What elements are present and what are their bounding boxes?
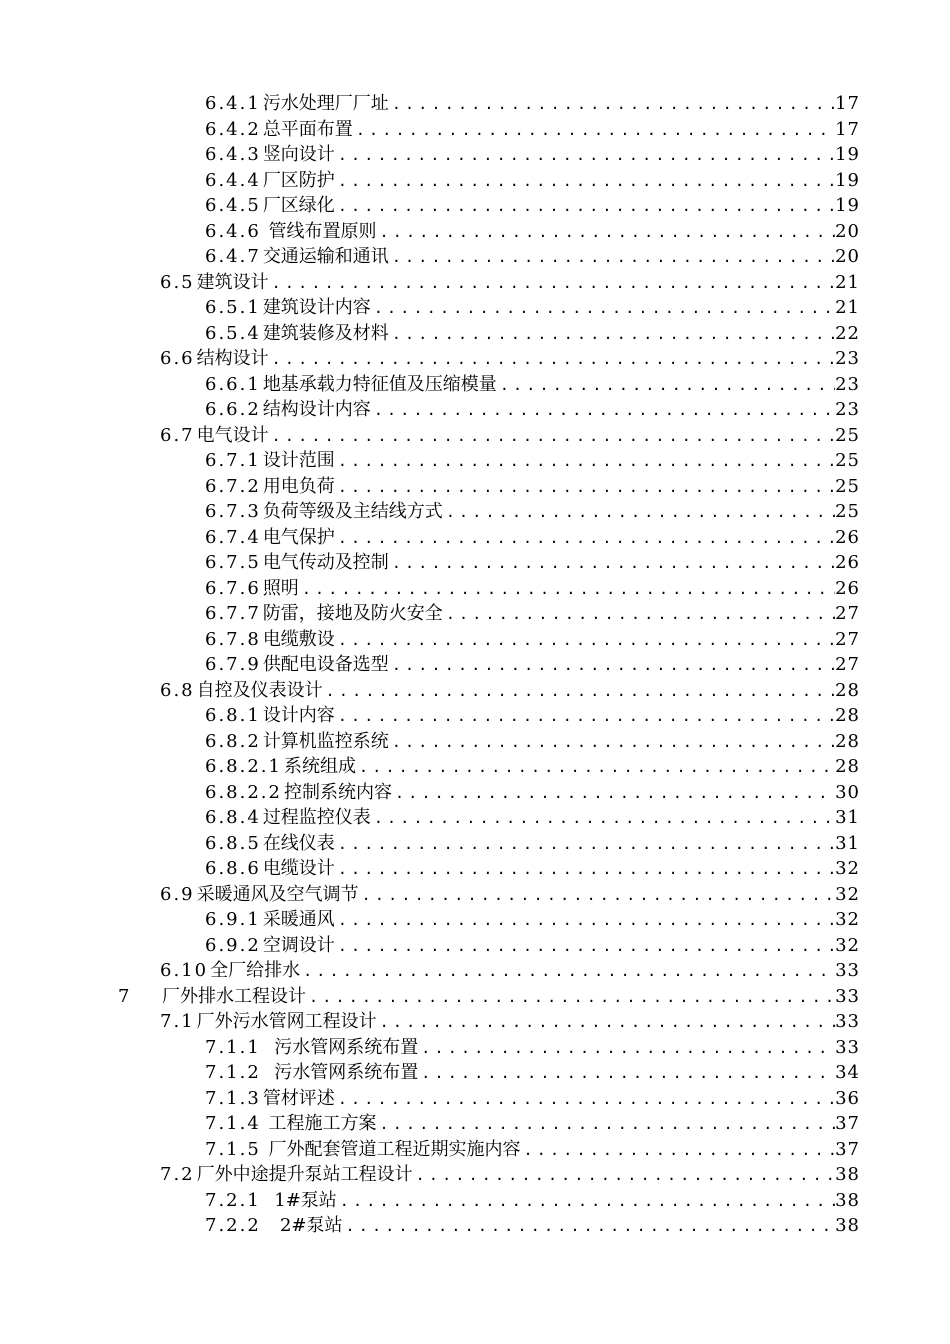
toc-page-number: 17 <box>835 118 860 140</box>
toc-page-number: 28 <box>835 730 860 752</box>
toc-entry-number: 6.4.1 <box>205 93 261 114</box>
toc-entry[interactable] <box>205 754 860 781</box>
toc-row <box>0 91 950 117</box>
toc-entry[interactable] <box>205 576 860 603</box>
toc-dot-leader <box>497 373 835 399</box>
toc-entry-title: 防雷，接地及防火安全 <box>262 603 443 624</box>
toc-entry-number: 6.7.8 <box>205 628 261 650</box>
toc-dot-leader <box>377 1010 835 1036</box>
toc-page-number: 26 <box>835 552 860 573</box>
toc-row <box>0 168 950 194</box>
toc-row <box>0 576 950 602</box>
toc-row <box>0 321 950 347</box>
toc-row <box>0 601 950 627</box>
toc-entry[interactable] <box>205 627 860 654</box>
toc-entry-number: 7 <box>118 985 132 1007</box>
toc-entry-title: 竖向设计 <box>262 144 335 165</box>
toc-entry[interactable] <box>205 91 860 118</box>
toc-entry[interactable] <box>205 856 860 883</box>
toc-entry[interactable] <box>205 805 860 832</box>
toc-entry-title: 自控及仪表设计 <box>196 679 323 701</box>
toc-page-number: 32 <box>835 883 860 905</box>
toc-page-number: 38 <box>835 1164 860 1185</box>
toc-dot-leader <box>371 398 835 424</box>
toc-entry-title: 结构设计内容 <box>262 399 371 420</box>
toc-entry[interactable] <box>160 882 860 909</box>
toc-page-number: 17 <box>835 93 860 114</box>
toc-entry[interactable] <box>160 346 860 373</box>
toc-page-number: 26 <box>835 526 860 548</box>
toc-entry[interactable] <box>205 1111 860 1138</box>
toc-page-number: 31 <box>835 832 860 854</box>
toc-row <box>0 882 950 908</box>
toc-dot-leader <box>269 347 835 373</box>
toc-entry-title: 用电负荷 <box>262 475 335 497</box>
toc-dot-leader <box>443 602 835 628</box>
toc-row <box>0 423 950 449</box>
toc-entry-number: 6.5 <box>160 271 195 293</box>
toc-dot-leader <box>269 424 835 450</box>
toc-entry-number: 6.7.7 <box>205 603 261 624</box>
toc-dot-leader <box>335 194 835 220</box>
toc-dot-leader <box>389 653 835 679</box>
toc-entry-title: 管线布置原则 <box>262 220 377 242</box>
toc-entry-title: 计算机监控系统 <box>262 730 389 752</box>
toc-dot-leader <box>306 985 835 1011</box>
toc-dot-leader <box>343 1214 836 1240</box>
toc-entry-number: 6.4.4 <box>205 169 261 191</box>
toc-entry[interactable] <box>160 678 860 705</box>
toc-dot-leader <box>335 1087 835 1113</box>
toc-row <box>0 499 950 525</box>
toc-row <box>0 142 950 168</box>
toc-entry-title: 厂外配套管道工程近期实施内容 <box>262 1138 521 1160</box>
toc-entry-number: 6.4.7 <box>205 246 261 267</box>
toc-page-number: 32 <box>835 934 860 956</box>
toc-entry[interactable] <box>205 1188 860 1215</box>
toc-entry-title: 交通运输和通讯 <box>262 246 389 267</box>
toc-row <box>0 933 950 959</box>
toc-dot-leader <box>377 1112 836 1138</box>
toc-page-number: 38 <box>835 1189 860 1211</box>
toc-entry[interactable] <box>205 1060 860 1087</box>
toc-dot-leader <box>323 679 835 705</box>
toc-entry[interactable] <box>205 550 860 577</box>
toc-entry[interactable] <box>205 321 860 348</box>
toc-page-number: 25 <box>835 424 860 446</box>
toc-dot-leader <box>337 1189 835 1215</box>
toc-dot-leader <box>269 271 835 297</box>
toc-entry-number: 6.10 <box>160 960 209 981</box>
toc-entry-title: 负荷等级及主结线方式 <box>262 501 443 522</box>
toc-row <box>0 474 950 500</box>
toc-page-number: 21 <box>835 297 860 318</box>
toc-row <box>0 754 950 780</box>
toc-dot-leader <box>335 449 835 475</box>
toc-page-number: 37 <box>835 1138 860 1160</box>
toc-entry[interactable] <box>205 448 860 475</box>
toc-entry[interactable] <box>205 1213 860 1240</box>
toc-entry-title: 建筑设计 <box>196 271 269 293</box>
toc-entry-title: 在线仪表 <box>262 832 335 854</box>
toc-dot-leader <box>335 526 835 552</box>
toc-entry-number: 6.6.2 <box>205 399 261 420</box>
toc-entry-title: 照明 <box>262 577 299 599</box>
toc-entry-title: 建筑装修及材料 <box>262 322 389 344</box>
toc-entry-title: 工程施工方案 <box>262 1113 377 1134</box>
toc-dot-leader <box>371 296 835 322</box>
toc-entry-title: 污水管网系统布置 <box>262 1062 419 1083</box>
toc-page-number: 22 <box>835 322 860 344</box>
toc-row <box>0 627 950 653</box>
toc-entry-number: 7.2.1 <box>205 1189 261 1211</box>
toc-entry-number: 6.7.9 <box>205 654 261 675</box>
toc-entry[interactable] <box>205 474 860 501</box>
toc-entry-number: 6.7.5 <box>205 552 261 573</box>
toc-dot-leader <box>335 169 835 195</box>
toc-row <box>0 907 950 933</box>
toc-entry-title: 厂外中途提升泵站工程设计 <box>196 1164 413 1185</box>
toc-row <box>0 295 950 321</box>
toc-page-number: 36 <box>835 1087 860 1109</box>
toc-row <box>0 550 950 576</box>
toc-row <box>0 1086 950 1112</box>
toc-row <box>0 1035 950 1061</box>
toc-entry[interactable] <box>205 652 860 679</box>
toc-entry[interactable] <box>205 601 860 628</box>
toc-page-number: 28 <box>835 679 860 701</box>
toc-page-number: 33 <box>835 1011 860 1032</box>
toc-entry[interactable] <box>205 499 860 526</box>
toc-page-number: 25 <box>835 475 860 497</box>
toc-entry[interactable] <box>205 907 860 934</box>
toc-entry[interactable] <box>118 984 860 1011</box>
toc-page-number: 33 <box>835 985 860 1007</box>
toc-entry-number: 6.9.2 <box>205 934 261 956</box>
toc-row <box>0 984 950 1010</box>
table-of-contents <box>0 91 950 1239</box>
toc-entry-number: 6.8.6 <box>205 858 261 879</box>
toc-entry-title: 厂区防护 <box>262 169 335 191</box>
toc-row <box>0 397 950 423</box>
toc-page-number: 31 <box>835 807 860 828</box>
toc-entry-number: 6.4.2 <box>205 118 261 140</box>
toc-row <box>0 958 950 984</box>
toc-entry[interactable] <box>205 117 860 144</box>
toc-dot-leader <box>413 1163 835 1189</box>
toc-entry[interactable] <box>205 193 860 220</box>
toc-page-number: 20 <box>835 220 860 242</box>
toc-page-number: 25 <box>835 450 860 471</box>
toc-dot-leader <box>335 628 835 654</box>
toc-entry[interactable] <box>205 525 860 552</box>
toc-entry-title: 空调设计 <box>262 934 335 956</box>
toc-entry-number: 7.1.2 <box>205 1062 261 1083</box>
toc-entry-title: 供配电设备选型 <box>262 654 389 675</box>
toc-page-number: 33 <box>835 960 860 981</box>
toc-entry-title: 设计范围 <box>262 450 335 471</box>
toc-dot-leader <box>389 322 835 348</box>
toc-dot-leader <box>335 934 835 960</box>
toc-entry-title: 管材评述 <box>262 1087 335 1109</box>
toc-entry[interactable] <box>160 1009 860 1036</box>
toc-entry-title: 污水管网系统布置 <box>262 1036 419 1058</box>
toc-entry-number: 6.7.2 <box>205 475 261 497</box>
toc-entry[interactable] <box>205 244 860 271</box>
toc-entry-number: 7.1.1 <box>205 1036 261 1058</box>
toc-entry-number: 6.8.1 <box>205 705 261 726</box>
toc-entry[interactable] <box>160 423 860 450</box>
toc-page-number: 37 <box>835 1113 860 1134</box>
toc-entry-number: 6.8.5 <box>205 832 261 854</box>
toc-dot-leader <box>389 245 835 271</box>
toc-dot-leader <box>300 959 835 985</box>
toc-entry-number: 7.1.4 <box>205 1113 261 1134</box>
toc-row <box>0 780 950 806</box>
toc-row <box>0 1009 950 1035</box>
toc-row <box>0 372 950 398</box>
toc-page-number: 28 <box>835 756 860 777</box>
toc-row <box>0 1162 950 1188</box>
toc-entry-title: 控制系统内容 <box>283 781 392 803</box>
toc-entry[interactable] <box>160 958 860 985</box>
toc-dot-leader <box>359 883 835 909</box>
toc-entry-title: 采暖通风及空气调节 <box>196 883 359 905</box>
toc-page-number: 38 <box>835 1215 860 1236</box>
toc-entry[interactable] <box>160 270 860 297</box>
toc-entry-number: 6.6.1 <box>205 373 261 395</box>
toc-page-number: 30 <box>835 781 860 803</box>
toc-entry-number: 6.4.3 <box>205 144 261 165</box>
toc-entry[interactable] <box>205 219 860 246</box>
toc-page-number: 32 <box>835 858 860 879</box>
toc-dot-leader <box>392 781 835 807</box>
toc-entry-number: 6.7.6 <box>205 577 261 599</box>
toc-entry-number: 7.2.2 <box>205 1215 261 1236</box>
toc-entry-number: 6.7.3 <box>205 501 261 522</box>
toc-entry-title: 结构设计 <box>196 348 269 369</box>
toc-entry[interactable] <box>205 831 860 858</box>
toc-entry-number: 6.8.2 <box>205 730 261 752</box>
toc-row <box>0 244 950 270</box>
toc-entry-title: 地基承载力特征值及压缩模量 <box>262 373 497 395</box>
toc-page-number: 28 <box>835 705 860 726</box>
toc-dot-leader <box>335 475 835 501</box>
toc-dot-leader <box>377 220 836 246</box>
toc-row <box>0 1137 950 1163</box>
toc-page-number: 23 <box>835 373 860 395</box>
toc-dot-leader <box>353 118 835 144</box>
toc-entry-number: 6.9.1 <box>205 909 261 930</box>
toc-dot-leader <box>335 704 835 730</box>
toc-dot-leader <box>389 92 835 118</box>
toc-entry-title: 电气传动及控制 <box>262 552 389 573</box>
toc-row <box>0 219 950 245</box>
toc-entry-title: 总平面布置 <box>262 118 353 140</box>
toc-dot-leader <box>389 551 835 577</box>
toc-dot-leader <box>418 1036 835 1062</box>
toc-dot-leader <box>335 908 835 934</box>
toc-entry[interactable] <box>205 397 860 424</box>
toc-row <box>0 193 950 219</box>
toc-page-number: 27 <box>835 628 860 650</box>
toc-entry[interactable] <box>205 780 860 807</box>
toc-entry[interactable] <box>205 933 860 960</box>
toc-entry-number: 6.8.2.2 <box>205 781 282 803</box>
toc-dot-leader <box>389 730 835 756</box>
toc-entry-title: 全厂给排水 <box>210 960 301 981</box>
toc-entry[interactable] <box>205 295 860 322</box>
toc-entry-title: 电缆设计 <box>262 858 335 879</box>
toc-entry-title: 厂区绿化 <box>262 195 335 216</box>
toc-row <box>0 117 950 143</box>
toc-page-number: 20 <box>835 246 860 267</box>
toc-entry[interactable] <box>205 142 860 169</box>
toc-page-number: 27 <box>835 654 860 675</box>
toc-entry-number: 6.7 <box>160 424 195 446</box>
toc-entry[interactable] <box>205 703 860 730</box>
toc-entry-title: 厂外排水工程设计 <box>162 985 306 1007</box>
toc-dot-leader <box>335 832 835 858</box>
toc-dot-leader <box>418 1061 835 1087</box>
toc-entry-number: 6.7.4 <box>205 526 261 548</box>
toc-dot-leader <box>356 755 835 781</box>
toc-entry-title: 污水处理厂厂址 <box>262 93 389 114</box>
toc-entry-title: 电气设计 <box>196 424 269 446</box>
toc-entry[interactable] <box>205 1137 860 1164</box>
toc-row <box>0 1111 950 1137</box>
toc-page-number: 19 <box>835 144 860 165</box>
toc-dot-leader <box>521 1138 836 1164</box>
toc-entry-title: 1#泵站 <box>262 1189 337 1211</box>
toc-entry-title: 采暖通风 <box>262 909 335 930</box>
toc-entry[interactable] <box>205 168 860 195</box>
toc-entry-number: 6.8.2.1 <box>205 756 282 777</box>
toc-entry-title: 建筑设计内容 <box>262 297 371 318</box>
toc-dot-leader <box>443 500 835 526</box>
toc-entry-title: 设计内容 <box>262 705 335 726</box>
toc-entry[interactable] <box>205 1086 860 1113</box>
toc-page-number: 32 <box>835 909 860 930</box>
toc-entry-number: 7.1.3 <box>205 1087 261 1109</box>
toc-entry[interactable] <box>160 1162 860 1189</box>
toc-dot-leader <box>335 143 835 169</box>
toc-entry-number: 6.9 <box>160 883 195 905</box>
toc-row <box>0 805 950 831</box>
toc-entry-number: 6.6 <box>160 348 195 369</box>
toc-page-number: 21 <box>835 271 860 293</box>
toc-row <box>0 1188 950 1214</box>
toc-row <box>0 678 950 704</box>
toc-page-number: 23 <box>835 348 860 369</box>
toc-entry-number: 6.4.6 <box>205 220 261 242</box>
toc-dot-leader <box>371 806 835 832</box>
toc-entry-title: 电缆敷设 <box>262 628 335 650</box>
toc-page-number: 19 <box>835 195 860 216</box>
toc-page-number: 25 <box>835 501 860 522</box>
toc-entry[interactable] <box>205 372 860 399</box>
toc-entry[interactable] <box>205 729 860 756</box>
toc-entry-title: 电气保护 <box>262 526 335 548</box>
toc-row <box>0 856 950 882</box>
toc-page-number: 27 <box>835 603 860 624</box>
toc-page-number: 33 <box>835 1036 860 1058</box>
toc-entry-number: 6.7.1 <box>205 450 261 471</box>
toc-entry-title: 2#泵站 <box>262 1215 343 1236</box>
toc-entry-title: 过程监控仪表 <box>262 807 371 828</box>
toc-entry-number: 6.8 <box>160 679 195 701</box>
toc-row <box>0 270 950 296</box>
toc-entry-number: 7.2 <box>160 1164 195 1185</box>
toc-row <box>0 652 950 678</box>
toc-row <box>0 346 950 372</box>
toc-page-number: 19 <box>835 169 860 191</box>
toc-entry-number: 6.4.5 <box>205 195 261 216</box>
toc-page-number: 26 <box>835 577 860 599</box>
toc-row <box>0 729 950 755</box>
toc-row <box>0 1213 950 1239</box>
toc-entry-title: 厂外污水管网工程设计 <box>196 1011 377 1032</box>
toc-page-number: 34 <box>835 1062 860 1083</box>
toc-entry-number: 7.1 <box>160 1011 195 1032</box>
toc-entry-number: 6.5.1 <box>205 297 261 318</box>
toc-dot-leader <box>335 857 835 883</box>
toc-entry[interactable] <box>205 1035 860 1062</box>
toc-entry-number: 6.5.4 <box>205 322 261 344</box>
toc-entry-number: 6.8.4 <box>205 807 261 828</box>
toc-row <box>0 448 950 474</box>
toc-entry-number: 7.1.5 <box>205 1138 261 1160</box>
toc-page-number: 23 <box>835 399 860 420</box>
toc-row <box>0 831 950 857</box>
toc-row <box>0 525 950 551</box>
toc-row <box>0 703 950 729</box>
toc-dot-leader <box>299 577 835 603</box>
toc-entry-title: 系统组成 <box>283 756 356 777</box>
toc-row <box>0 1060 950 1086</box>
